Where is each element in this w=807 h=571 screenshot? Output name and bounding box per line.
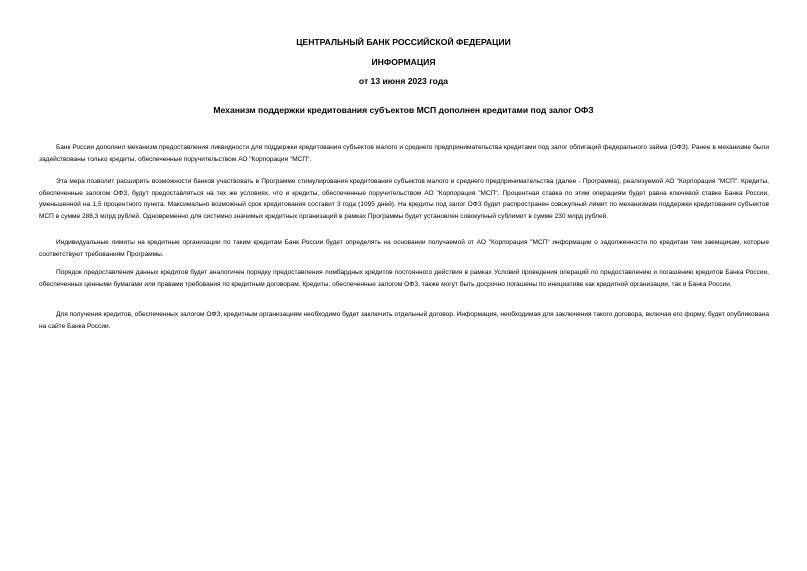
document-type-heading: ИНФОРМАЦИЯ xyxy=(371,57,436,67)
paragraph: Порядок предоставления данных кредитов будет аналогичен порядку предоставления ломбардных кредитов постоянного действия в рамках Условий проведения операций по предоставлению и погашению кредитов Банка России, обеспеченных ценными бумагами или правами требования по кредитным договорам. Кредиты, обеспеченные залогом ОФЗ, также могут быть досрочно погашены по инициативе как кредитной организации, так и Банка России. xyxy=(39,269,769,288)
paragraph: Эта мера позволит расширить возможности банков участвовать в Программе стимулирования кредитования субъектов малого и среднего предпринимательства (далее - Программа), реализуемой АО "Корпорация "МСП". Кредиты, обеспеченные залогом ОФЗ, будут предоставляться на тех же условиях, что и кредиты, обеспеченные поручительством АО "Корпорация "МСП". Процентная ставка по этим операциям будет равна ключевой ставке Банка России, уменьшенной на 1,5 процентного пункта. Максимально возможный срок кредитования составит 3 года (1095 дней). На кредиты под залог ОФЗ будет распространен совокупный лимит по механизмам поддержки кредитования субъектов МСП в сумме 288,3 млрд рублей. Одновременно для системно значимых кредитных организаций в рамках Программы будет установлен совокупный сублимит в сумме 230 млрд рублей. xyxy=(39,178,769,220)
organization-heading: ЦЕНТРАЛЬНЫЙ БАНК РОССИЙСКОЙ ФЕДЕРАЦИИ xyxy=(296,37,511,47)
paragraph: Банк России дополнил механизм предоставления ликвидности для поддержки кредитования субъектов малого и среднего предпринимательства кредитами под залог облигаций федерального займа (ОФЗ). Ранее в механизме были задействованы только кредиты, обеспеченные поручительством АО "Корпорация "МСП". xyxy=(39,144,769,163)
document-title: Механизм поддержки кредитования субъектов МСП дополнен кредитами под залог ОФЗ xyxy=(213,105,594,115)
document-date: от 13 июня 2023 года xyxy=(358,76,449,86)
paragraph: Индивидуальные лимиты на кредитные организации по таким кредитам Банк России будет определять на основании получаемой от АО "Корпорация "МСП" информации о задолженности по кредитам тем заемщикам, которые соответствуют требованиям Программы. xyxy=(39,239,769,258)
paragraph: Для получения кредитов, обеспеченных залогом ОФЗ, кредитным организациям необходимо будет заключить отдельный договор. Информация, необходимая для заключения такого договора, включая его форму, будет опубликована на сайте Банка России. xyxy=(39,311,769,330)
